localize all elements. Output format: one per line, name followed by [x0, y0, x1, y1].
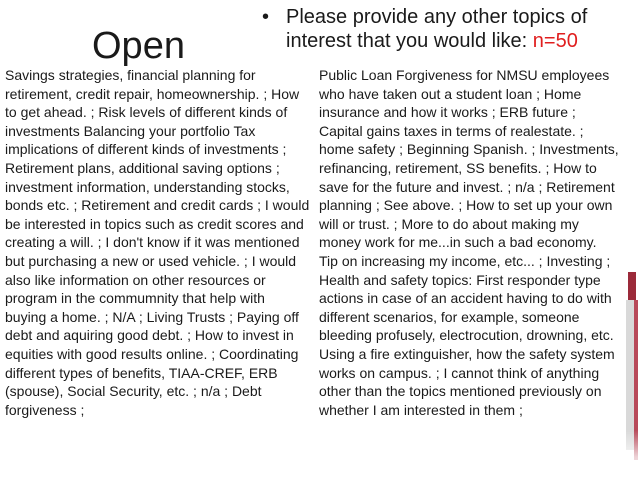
question-bullet: [262, 5, 622, 53]
response-count: n=50: [532, 30, 578, 52]
decorative-accent-block: [628, 272, 636, 300]
slide-title: Open: [92, 25, 185, 67]
bullet-icon: •: [262, 6, 270, 28]
responses-left-column: Savings strategies, financial planning for retirement, credit repair, homeownership. ; How to get ahead. ; Risk levels of different kinds of investments Balancing your portfolio Tax implications of different kinds of investments ; Retirement plans, additional saving options ; investment information, understanding stocks, bonds etc. ; Retirement and credit cards ; I would be interested in topics such as credit scores and creating a will. ; I don't know if it was mentioned but purchasing a new or used vehicle. ; I would also like information on other resources or program in the commumnity that help with buying a home. ; N/A ; Living Trusts ; Paying off debt and aquiring good debt. ; How to invest in equities with good results online. ; Coordinating different types of benefits, TIAA-CREF, ERB (spouse), Social Security, etc. ; n/a ; Debt forgiveness ;: [5, 67, 310, 418]
question-prompt: Please provide any other topics of interest that you would like:: [286, 6, 588, 52]
decorative-red-stripe: [634, 300, 638, 460]
responses-right-column: Public Loan Forgiveness for NMSU employees who have taken out a student loan ; Home insurance and how it works ; ERB future ; Capital gains taxes in terms of realestate. ; home safety ; Beginning Spanish. ; Investments, refinancing, retirement, SS benefits. ; How to save for the future and invest. ; n/a ; Retirement planning ; See above. ; How to set up your own will or trust. ; More to do about making my money work for me...in such a bad economy. Tip on increasing my income, etc... ; Investing ; Health and safety topics: First responder type actions in case of an accident having to do with different scenarios, for example, someone bleeding profusely, electrocution, drowning, etc. Using a fire extinguisher, how the safety system works on campus. ; I cannot think of anything other than the topics mentioned previously on whether I am interested in them ;: [319, 67, 619, 418]
question-text: [286, 5, 622, 53]
